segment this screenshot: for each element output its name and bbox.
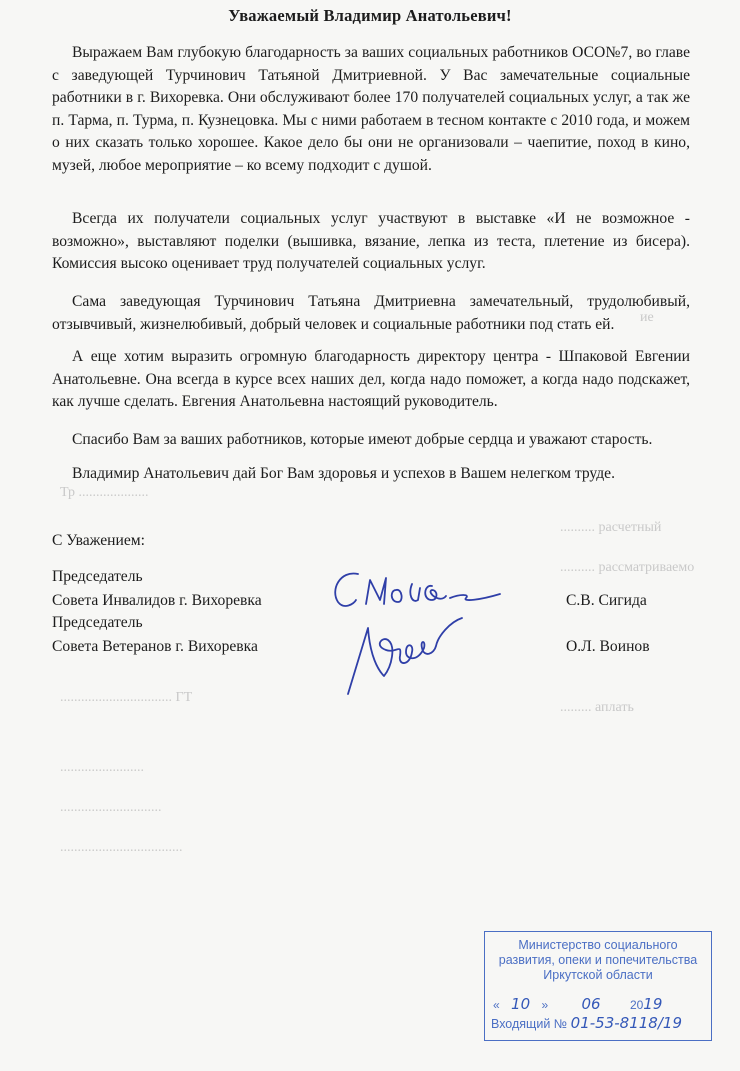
bleed-through-text: ................................... [60, 840, 183, 855]
bleed-through-text: .......... рассматриваемо [560, 560, 695, 575]
stamp-organization [485, 938, 711, 983]
paragraph-5: Спасибо Вам за ваших работников, которые имеют добрые сердца и уважают старость. [72, 431, 653, 448]
bleed-through-text: ................................ ГТ [60, 690, 193, 705]
registration-stamp [484, 931, 712, 1041]
bleed-through-text: ие [640, 310, 654, 325]
stamp-incoming-number: 01-53-8118/19 [570, 1014, 682, 1032]
signer-2-organization: Совета Ветеранов г. Вихоревка [52, 638, 258, 655]
bleed-through-text: Тр .................... [60, 485, 149, 500]
paragraph-4: А еще хотим выразить огромную благодарность директору центра - Шпаковой Евгении Анатольевне. Она всегда в курсе всех наших дел, когда надо поможет, а когда надо подскажет, как лучше сделать. Евгения Анатольевна настоящий руководитель. [52, 348, 690, 410]
stamp-org-line-1: Министерство социального [518, 938, 678, 952]
paragraph-1: Выражаем Вам глубокую благодарность за ваших социальных работников ОСО№7, во главе с заведующей Турчинович Татьяной Дмитриевной. У Вас замечательные социальные работники в г. Вихоревка. Они обслуживают более 170 получателей социальных услуг, а так же п. Тарма, п. Турма, п. Кузнецовка. Мы с ними работаем в тесном контакте с 2010 года, и можем о них сказать только хорошее. Какое дело бы они не организовали – чаепитие, поход в кино, музей, любое мероприятие – ко всему подходит с душой. [52, 44, 690, 174]
signature-2 [340, 606, 490, 698]
stamp-date: « 10 » 06 2019 [493, 995, 663, 1013]
stamp-year-prefix: 20 [629, 998, 644, 1012]
letter-salutation: Уважаемый Владимир Анатольевич! [228, 6, 512, 25]
stamp-day: 10 [511, 995, 531, 1013]
stamp-month: 06 [581, 995, 601, 1013]
bleed-through-text: .......... расчетный [560, 520, 662, 535]
stamp-incoming-label: Входящий № [491, 1017, 568, 1031]
bleed-through-text: ............................. [60, 800, 162, 815]
signer-1-title: Председатель [52, 568, 143, 585]
stamp-org-line-2: развития, опеки и попечительства [498, 953, 698, 967]
signer-1-organization: Совета Инвалидов г. Вихоревка [52, 592, 262, 609]
bleed-through-text: ........................ [60, 760, 144, 775]
paragraph-2: Всегда их получатели социальных услуг участвуют в выставке «И не возможное - возможно», выставляют поделки (вышивка, вязание, лепка из теста, плетение из бисера). Комиссия высоко оценивает труд получателей социальных услуг. [52, 210, 690, 272]
stamp-registration [491, 1014, 682, 1032]
paragraph-3: Сама заведующая Турчинович Татьяна Дмитриевна замечательный, трудолюбивый, отзывчивый, жизнелюбивый, добрый человек и социальные работники под стать ей. [52, 293, 690, 333]
bleed-through-text: ......... аплать [560, 700, 634, 715]
paragraph-6: Владимир Анатольевич дай Бог Вам здоровья и успехов в Вашем нелегком труде. [72, 465, 616, 482]
signer-2-name: О.Л. Воинов [566, 638, 650, 655]
stamp-org-line-3: Иркутской области [543, 968, 653, 982]
signer-2-title: Председатель [52, 614, 143, 631]
signer-1-name: С.В. Сигида [566, 592, 647, 609]
closing: С Уважением: [52, 532, 145, 549]
stamp-year-suffix: 19 [643, 995, 663, 1013]
